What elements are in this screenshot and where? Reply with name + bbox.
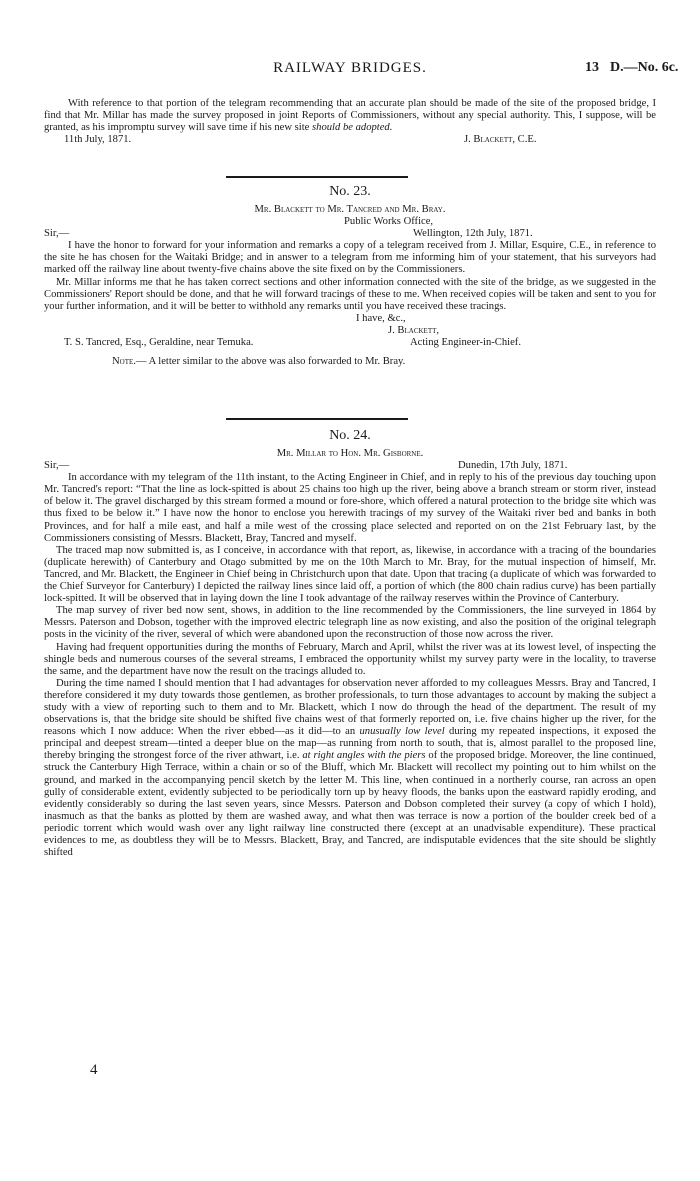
section-divider	[226, 176, 408, 178]
letter-23-salutation: Sir,—	[44, 228, 70, 240]
note-label: Note.	[112, 356, 136, 368]
letter-23-addressee-line	[44, 337, 656, 349]
intro-signature: J. Blackett, C.E.	[464, 134, 537, 146]
letter-23-dateline	[44, 228, 656, 240]
letter-23-addressee: T. S. Tancred, Esq., Geraldine, near Temuka.	[64, 337, 254, 349]
letter-23-paragraph-1: I have the honor to forward for your information and remarks a copy of a telegram received from J. Millar, Esquire, C.E., in reference to the site he has chosen for the Waitaki Bridge; and in answer to a telegram from me informing him of your statement, that his surveyors had marked off the railway line about twenty-five chains above the site fixed on by the Commissioners.	[44, 240, 656, 276]
letter-24-paragraph-1: In accordance with my telegram of the 11th instant, to the Acting Engineer in Chief, and in reply to his of the previous day touching upon Mr. Tancred's report: “That the line as lock-spitted is about 25 chains too high up the river, being above a branch stream or storm river, instead of below it. The gravel discharged by this stream formed a mound or fore-shore, which offered a natural protection to the bridge site which was thus fixed to be below it.” I have now the honor to enclose you herewith tracings of my survey of the Waitaki river bed and banks in both Provinces, and for half a mile east, and half a mile west of the crossing place selected and reported on on the 21st February last, by the Commissioners consisting of Messrs. Blackett, Bray, Tancred and myself.	[44, 472, 656, 544]
letter-24-heading: Mr. Millar to Hon. Mr. Gisborne.	[276, 448, 424, 459]
intro-date: 11th July, 1871.	[64, 134, 132, 146]
letter-23-number: No. 23.	[329, 184, 371, 199]
letter-24-dateline	[44, 460, 656, 472]
letter-24-place-date: Dunedin, 17th July, 1871.	[458, 460, 568, 472]
page-number: 13	[585, 60, 599, 75]
letter-23-closing-line	[44, 313, 656, 325]
document-reference: D.—No. 6c.	[610, 60, 679, 75]
intro-dateline	[44, 134, 656, 146]
letter-23	[44, 204, 656, 368]
letter-23-signer-title: Acting Engineer-in-Chief.	[410, 337, 521, 349]
intro-emphasis: should be adopted.	[312, 122, 393, 134]
letter-24-paragraph-3: The map survey of river bed now sent, shows, in addition to the line recommended by the Commissioners, the line surveyed in 1864 by Messrs. Paterson and Dobson, together with the improved electric telegraph line as now existing, and also the position of the original telegraph posts in the vicinity of the river, several of which were abandoned upon the reconstruction of those now across the river.	[44, 605, 656, 641]
letter-23-heading: Mr. Blackett to Mr. Tancred and Mr. Bray.	[254, 204, 446, 215]
letter-23-office: Public Works Office,	[344, 216, 434, 228]
section-divider	[226, 418, 408, 420]
letter-24-paragraph-4: Having had frequent opportunities during the months of February, March and April, whilst the river was at its lowest level, of inspecting the shingle beds and numerous courses of the several streams, I embraced the opportunity whilst my survey party were in the locality, to traverse the same, and the department have now the result on the tracings alluded to.	[44, 641, 656, 677]
letter-24	[44, 448, 656, 859]
letter-23-note	[44, 356, 656, 368]
note-text: — A letter similar to the above was also forwarded to Mr. Bray.	[135, 356, 406, 368]
letter-23-signer: J. Blackett,	[388, 324, 440, 336]
letter-24-number: No. 24.	[329, 428, 371, 443]
letter-23-office-line	[44, 216, 656, 228]
letter-23-signer-line	[44, 325, 656, 337]
running-header	[0, 60, 700, 84]
signature-mark: 4	[90, 1062, 98, 1078]
emphasis-low-level: unusually low level	[359, 726, 445, 738]
intro-paragraph: With reference to that portion of the telegram recommending that an accurate plan should be made of the site of the proposed bridge, I find that Mr. Millar has made the survey proposed in joint Reports of Commissioners, without any special authority. This, I suppose, will be granted, as his impromptu survey will save time if his new site should be adopted.	[44, 98, 656, 134]
page-title: RAILWAY BRIDGES.	[273, 60, 427, 76]
letter-24-paragraph-2: The traced map now submitted is, as I conceive, in accordance with that report, as, likewise, in accordance with a tracing of the boundaries (duplicate herewith) of Canterbury and Otago submitted by me on the 10th March to Mr. Bray, for the mutual inspection of himself, Mr. Tancred, and Mr. Blackett, the Engineer in Chief being in Christchurch upon that date. Upon that tracing (a duplicate of which was forwarded to the Chief Surveyor for Canterbury) I depicted the railway lines since laid off, a portion of which (the 800 chain radius curve) has been partially lock-spitted. It will be observed that in laying down the line I took advantage of the railway reserves within the Province of Canterbury.	[44, 544, 656, 605]
letter-24-salutation: Sir,—	[44, 460, 70, 472]
letter-24-paragraph-5: During the time named I should mention that I had advantages for observation never afforded to my colleagues Messrs. Bray and Tancred, I therefore considered it my duty towards those gentlemen, as brother professionals, to turn those advantages to account by making the subject a study with a view of reporting such to them and to Mr. Blackett, which I now do through the head of the department. The result of my observations is, that the bridge site should be shifted five chains west of that formerly reported on, i.e. five chains higher up the river, for the reasons which I now adduce: When the river ebbed—as it did—to an unusually low level during my repeated inspections, it exposed the principal and deepest stream—tinted a deeper blue on the map—as running from north to south, that is, almost parallel to the proposed line, thereby bringing the strongest force of the river athwart, i.e. at right angles with the piers of the proposed bridge. Moreover, the line continued, struck the Canterbury High Terrace, within a chain or so of the Bluff, which Mr. Blackett will recollect my pointing out to him whilst on the ground, and marked in the accompanying pencil sketch by the letter M. This line, when continued in a northerly course, ran across an open gully of considerable extent, evidently subjected to be periodically torn up by heavy floods, the banks upon the eastward rapidly eroding, and evidently considerably so during the last seven years, since Messrs. Paterson and Dobson completed their survey (a copy of which I hold), inasmuch as that the banks as plotted by them are washed away, and what then was terrace is now a portion of the boulder creek bed of a periodic torrent which would wash over any light railway line constructed there (except at an unadvisable expenditure). These practical evidences to me, as doubtless they will be to Messrs. Blackett, Bray, and Tancred, are indisputable evidences that the site should be slightly shifted	[44, 677, 657, 859]
letter-23-paragraph-2: Mr. Millar informs me that he has taken correct sections and other information connected with the site of the bridge, as we suggested in the Commissioners' Report should be done, and that he will forward tracings of these to me. When received copies will be taken and sent to you for your further information, and it will be better to withhold any remarks until you have received these tracings.	[44, 276, 656, 312]
emphasis-right-angles: at right angles with the piers	[302, 750, 426, 762]
intro-section	[44, 98, 656, 146]
letter-23-closing: I have, &c.,	[356, 312, 406, 324]
letter-23-place-date: Wellington, 12th July, 1871.	[413, 228, 533, 240]
